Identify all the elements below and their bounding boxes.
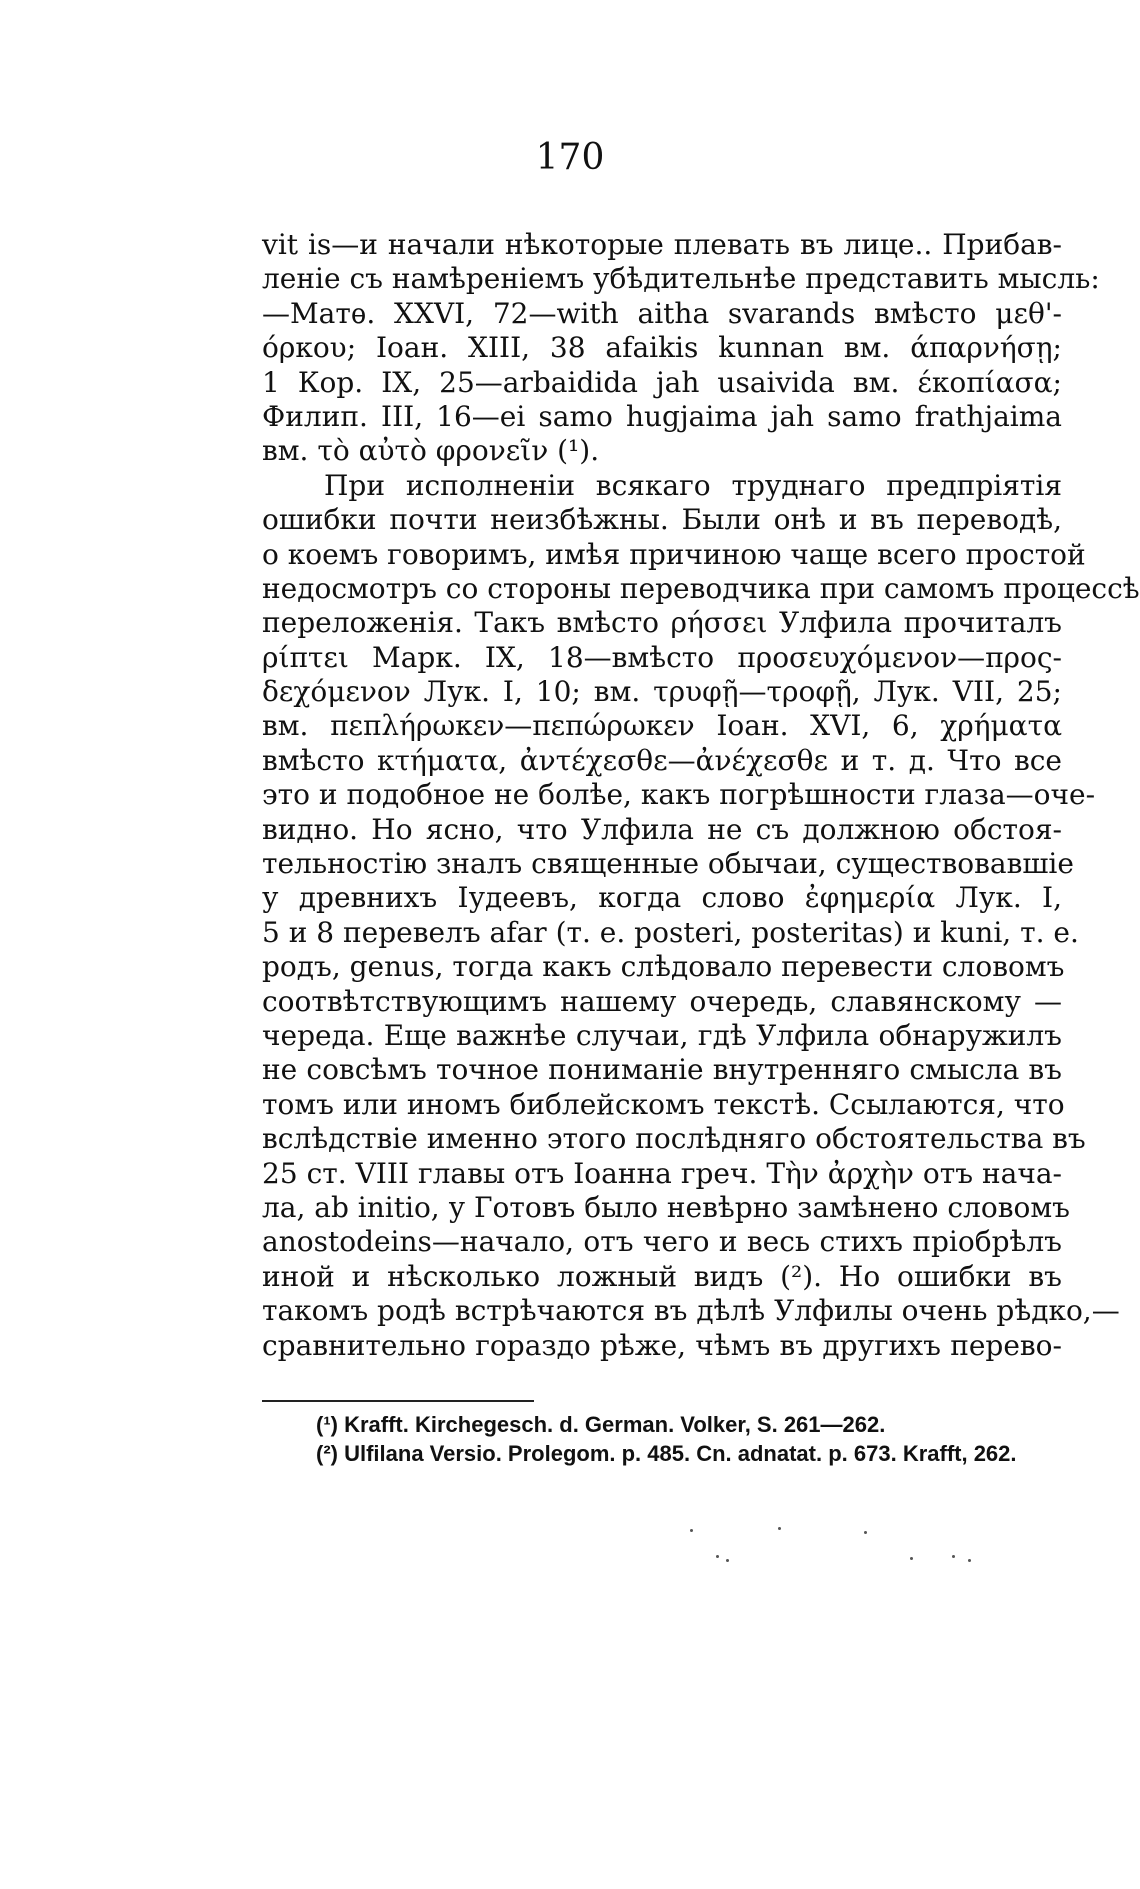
text-line: вмѣсто κτήματα, ἀντέχεσθε—ἀνέχεσθε и т. д. Что все [262, 743, 1062, 777]
text-line: При исполненіи всякаго труднаго предпріятія [324, 468, 1062, 502]
speck [864, 1531, 867, 1534]
text-line: anostodeins—начало, отъ чего и весь стихъ пріобрѣлъ [262, 1225, 1062, 1259]
footnote: (²) Ulfilana Versio. Prolegom. p. 485. Cn. adnatat. p. 673. Krafft, 262. [316, 1441, 1017, 1466]
text-line: видно. Но ясно, что Улфила не съ должною обстоя- [262, 812, 1062, 846]
text-line: Филип. III, 16—ei samo hugjaima jah samo frathjaima [262, 399, 1062, 433]
text-line: соотвѣтствующимъ нашему очередь, славянскому — [262, 984, 1062, 1018]
text-line: δεχόμενον Лук. I, 10; вм. τρυφῇ—τροφῇ, Лук. VII, 25; [262, 675, 1062, 709]
speck [690, 1529, 693, 1532]
text-line: это и подобное не болѣе, какъ погрѣшности глаза—оче- [262, 778, 1096, 812]
speck [968, 1559, 971, 1562]
text-line: —Матѳ. XXVI, 72—with aitha svarands вмѣсто μεθ'- [262, 296, 1062, 330]
speck [952, 1555, 955, 1558]
speck [910, 1557, 913, 1560]
text-line: вм. πεπλήρωκεν—πεπώρωκεν Іоан. XVI, 6, χρήματα [262, 709, 1062, 743]
text-line: вм. τὸ αὐτὸ φρονεῖν (¹). [262, 434, 600, 468]
footnote: (¹) Krafft. Kirchegesch. d. German. Volker, S. 261—262. [316, 1412, 886, 1437]
text-line: 1 Кор. IX, 25—arbaidida jah usaivida вм. έκοπίασα; [262, 365, 1062, 399]
text-line: ла, ab initio, у Готовъ было невѣрно замѣнено словомъ [262, 1190, 1070, 1224]
text-line: леніе съ намѣреніемъ убѣдительнѣе представить мысль: [262, 262, 1100, 296]
print-specks [0, 1525, 1140, 1565]
text-line: ошибки почти неизбѣжны. Были онѣ и въ переводѣ, [262, 503, 1062, 537]
text-line: иной и нѣсколько ложный видъ (²). Но ошибки въ [262, 1259, 1062, 1293]
footnote-divider [262, 1400, 534, 1402]
text-line: тельностію зналъ священные обычаи, существовавшіе [262, 847, 1074, 881]
footnotes [316, 1410, 1076, 1468]
text-line: родъ, genus, тогда какъ слѣдовало перевести словомъ [262, 950, 1065, 984]
text-line: у древнихъ Іудеевъ, когда слово ἐφημερία Лук. I, [262, 881, 1062, 915]
text-line: такомъ родѣ встрѣчаются въ дѣлѣ Улфилы очень рѣдко,— [262, 1294, 1120, 1328]
main-text [262, 228, 1140, 1363]
text-line: ρίπτει Марк. IX, 18—вмѣсто προσευχόμενον—προς- [262, 640, 1062, 674]
speck [716, 1555, 719, 1558]
text-line: переложенія. Такъ вмѣсто ρήσσει Улфила прочиталъ [262, 606, 1062, 640]
text-line: 5 и 8 перевелъ afar (т. е. posteri, posteritas) и kuni, т. е. [262, 915, 1079, 949]
text-line: недосмотръ со стороны переводчика при самомъ процессѣ [262, 571, 1140, 605]
page-number: 170 [535, 137, 605, 178]
text-line: череда. Еще важнѣе случаи, гдѣ Улфила обнаружилъ [262, 1018, 1062, 1052]
speck [726, 1559, 729, 1562]
text-line: не совсѣмъ точное пониманіе внутренняго смысла въ [262, 1053, 1062, 1087]
text-line: томъ или иномъ библейскомъ текстѣ. Ссылаются, что [262, 1087, 1065, 1121]
text-line: vit is—и начали нѣкоторые плевать въ лице.. Прибав- [262, 228, 1062, 261]
text-line: сравнительно гораздо рѣже, чѣмъ въ другихъ перево- [262, 1328, 1062, 1362]
text-line: вслѣдствіе именно этого послѣдняго обстоятельства въ [262, 1122, 1086, 1156]
speck [778, 1527, 781, 1530]
text-line: о коемъ говоримъ, имѣя причиною чаще всего простой [262, 537, 1086, 571]
text-line: όρκου; Іоан. XIII, 38 afaikis kunnan вм. άπαρνήσῃ; [262, 331, 1062, 365]
text-line: 25 ст. VIII главы отъ Іоанна греч. Τὴν ἀρχὴν отъ нача- [262, 1156, 1062, 1190]
